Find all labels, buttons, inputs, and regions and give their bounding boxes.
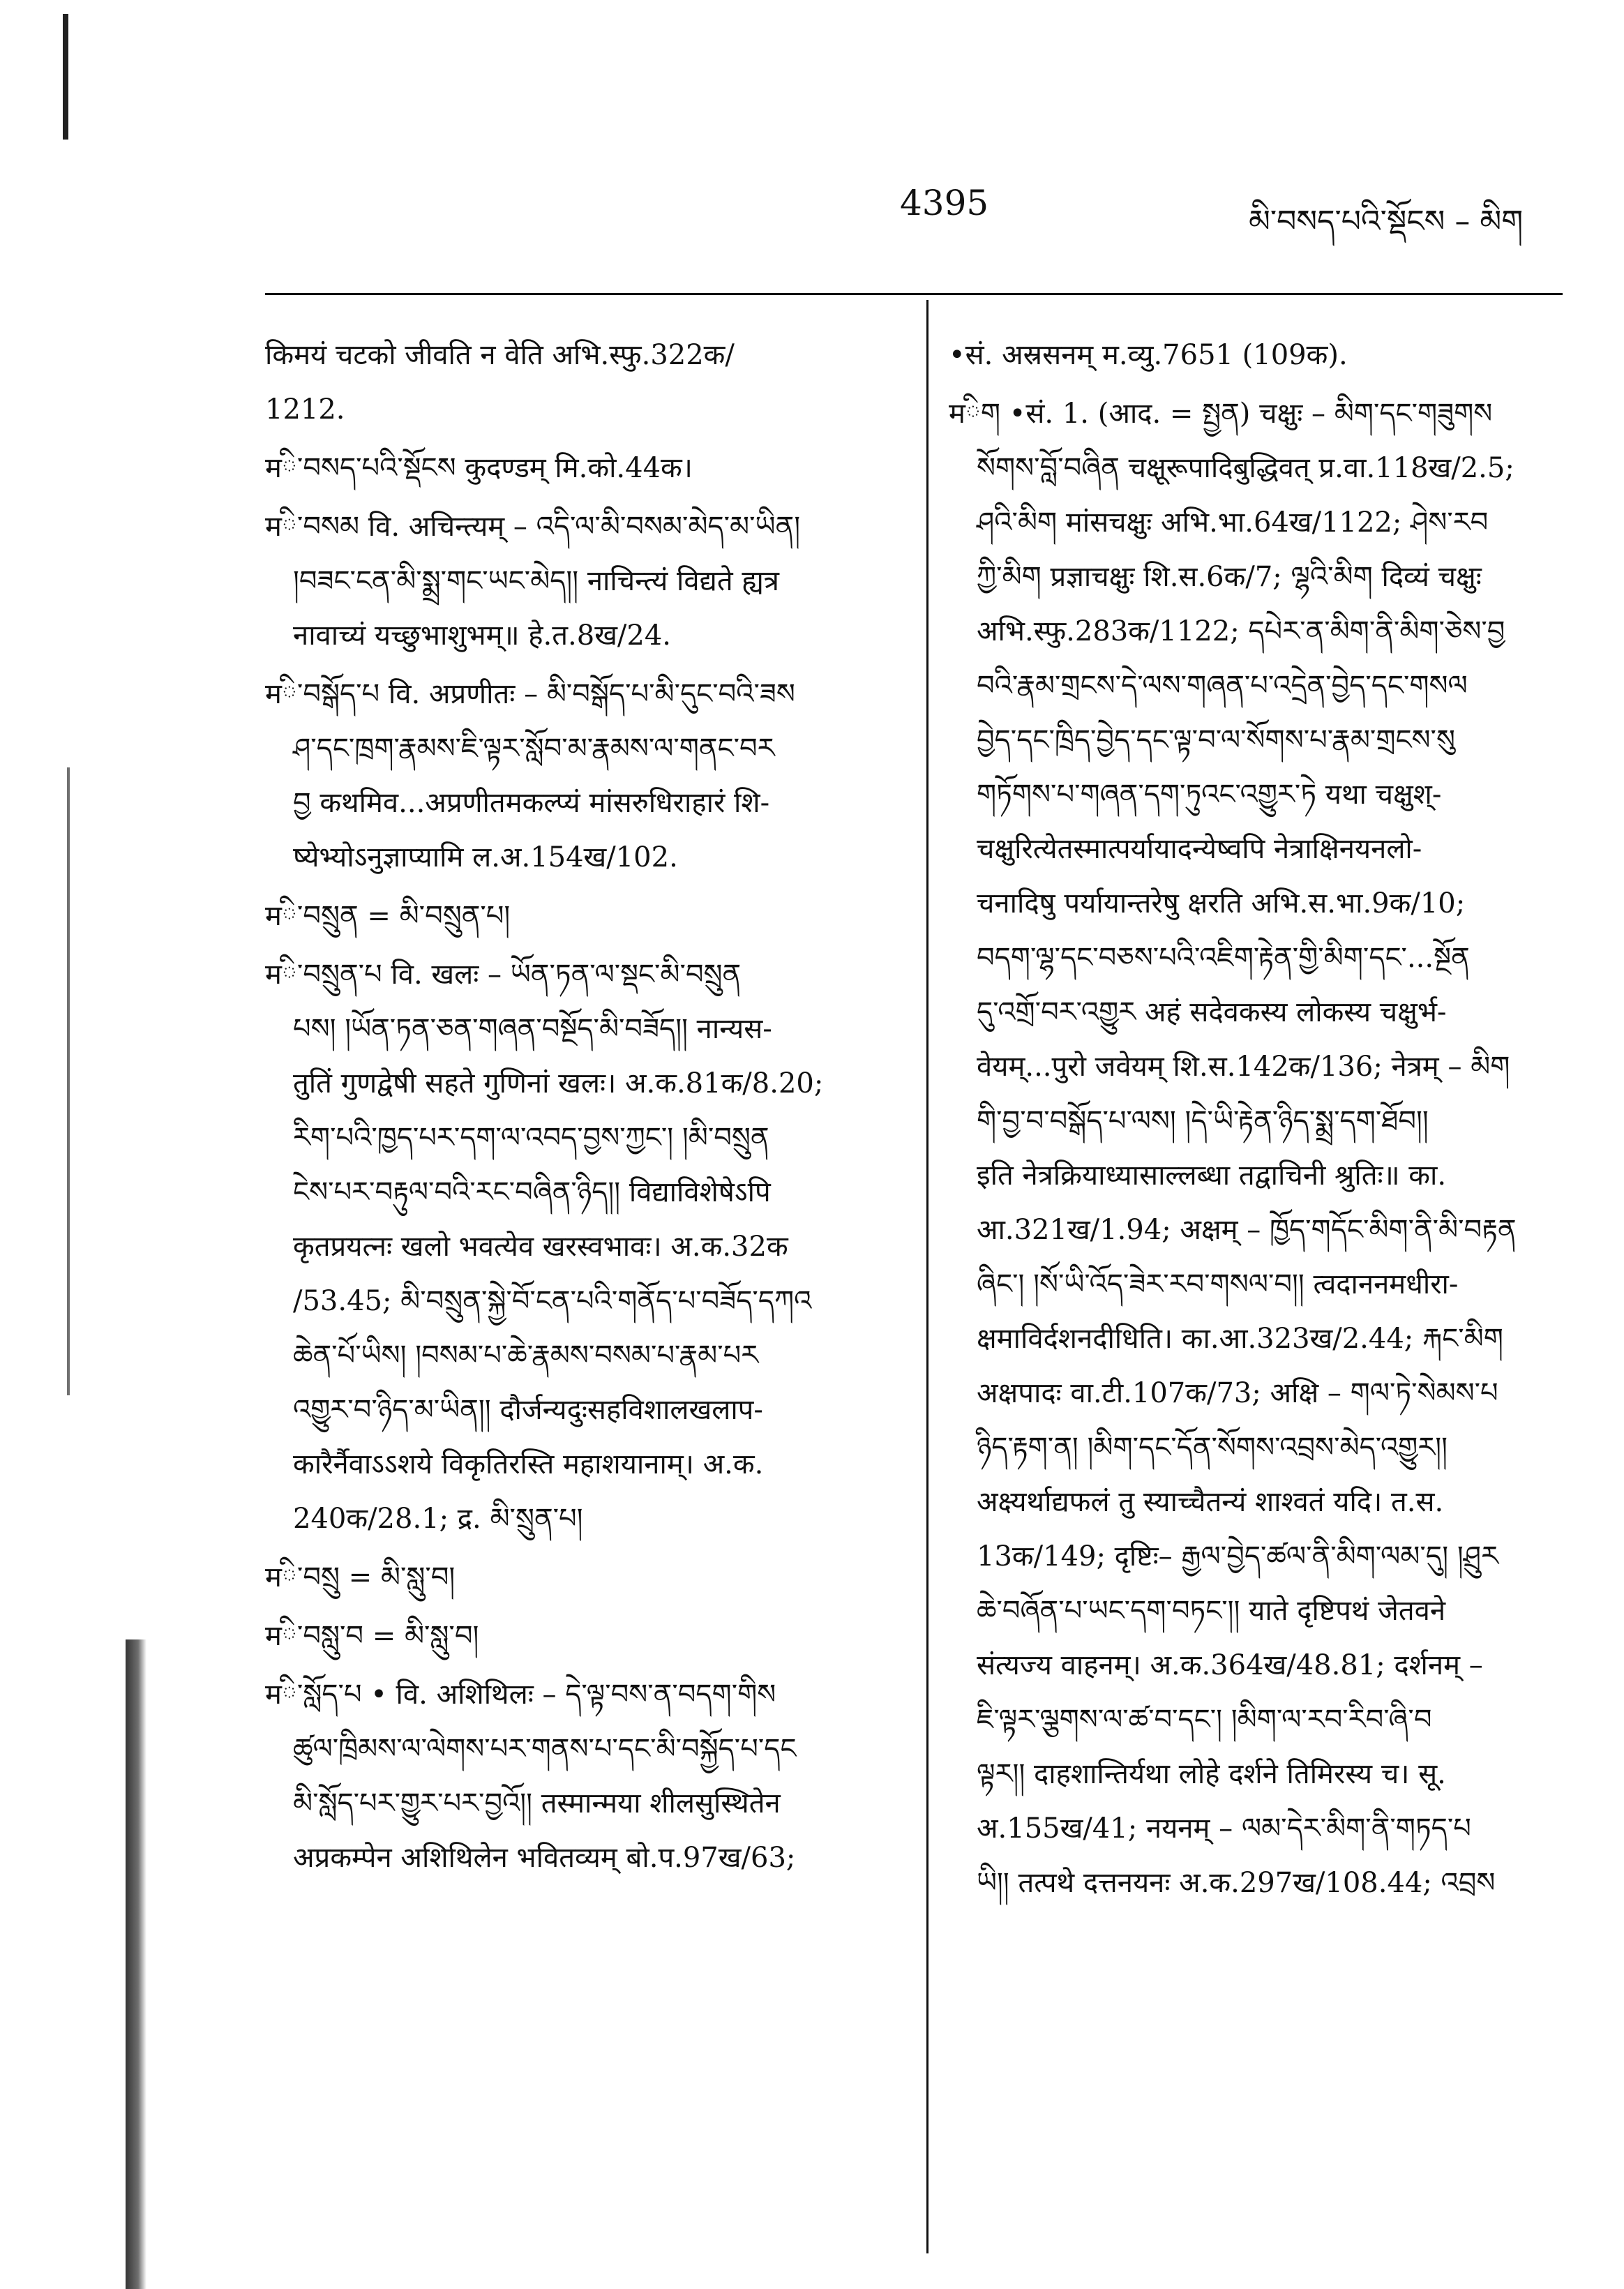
entry-line: चक्षुरित्येतस्मात्पर्यायादन्येष्वपि नेत्राक्षिनयनलो- [977,833,1422,865]
entry-line: अप्रकम्पेन अशिथिलेन भवितव्यम् बो.प.97ख/63; [293,1842,796,1874]
dictionary-entry [265,667,900,885]
entry-line: मི་བསམ वि. अचिन्त्यम् – འདི་ལ་མི་བསམ་མེད་མ་ཡིན། [265,511,801,543]
entry-line: इति नेत्रक्रियाध्यासाल्लब्धा तद्वाचिनी श्रुतिः॥ का. [977,1159,1447,1192]
entry-line: संत्यज्य वाहनम्। अ.क.364ख/48.81; दर्शनम् – [977,1649,1483,1681]
scan-margin-mark [67,767,70,1395]
left-column [265,328,900,1889]
entry-line: །བཟང་ངན་མི་སྨྲ་གང་ཡང་མེད།། नाचिन्त्यं विद्यते ह्यत्र [293,565,779,597]
entry-line: अक्षपादः वा.टी.107क/73; अक्षि – གལ་ཏེ་སེམས་པ [977,1377,1498,1409]
dictionary-entry [265,441,900,495]
entry-line: ཆེ་བཞོན་པ་ཡང་དག་བཏང་།། याते दृष्टिपथं जेतवने [977,1595,1446,1627]
entry-line: ཤ་དང་ཁྲག་རྣམས་ཇི་ལྟར་སློབ་མ་རྣམས་ལ་གནང་བར [293,733,775,765]
entry-line: རིག་པའི་ཁྱད་པར་དག་ལ་འབད་བྱས་ཀྱང་། །མི་བསྲུན [293,1122,769,1154]
entry-line: मི་བསྒོད་པ वि. अप्रणीतः – མི་བསྒོད་པ་མི་དུང་བའི་ཟས [265,678,795,710]
entry-line: མི་སློད་པར་གྱུར་པར་བྱའོ།། तस्मान्मया शीलसुस्थितेन [293,1787,781,1819]
scan-margin-mark [63,14,68,140]
entry-line: मི་སློད་པ • वि. अशिथिलः – དེ་ལྟ་བས་ན་བདག་གིས [265,1679,776,1711]
entry-line: /53.45; མི་བསྲུན་སྐྱེ་བོ་ངན་པའི་གནོད་པ་བཟོད་དཀའ [293,1285,812,1317]
entry-line: क्षमाविर्दशनदीधिति। का.आ.323ख/2.44; རྐང་མིག [977,1323,1503,1355]
entry-line: ཤའི་མིག मांसचक्षुः अभि.भा.64ख/1122; ཤེས་རབ [977,506,1489,539]
entry-line: གཏོགས་པ་གཞན་དག་ཏུའང་འགྱུར་ཏེ यथा चक्षुश्- [977,779,1442,811]
entry-line: अ.155ख/41; नयनम् – ལམ་དེར་མིག་ནི་གཏད་པ [977,1813,1471,1845]
entry-line: नावाच्यं यच्छुभाशुभम्॥ हे.त.8ख/24. [293,620,671,652]
entry-line: मིག •सं. 1. (आद. = སྤྱན) चक्षुः – མིག་དང་གཟུགས [949,398,1493,430]
entry-line: मི་བསྲུན = མི་བསྲུན་པ། [265,900,511,932]
dictionary-entry [265,1550,900,1605]
entry-line: किमयं चटको जीवति न वेति अभि.स्फु.322क/ [265,339,735,371]
entry-line: ཆེན་པོ་ཡིས། །བསམ་པ་ཆེ་རྣམས་བསམ་པ་རྣམ་པར [293,1339,759,1372]
page-number: 4395 [900,183,989,223]
entry-line: कृतप्रयत्नः खलो भवत्येव खरस्वभावः। अ.क.32क [293,1231,788,1263]
entry-line: मི་བསླུ་བ = མི་སླུ་བ། [265,1620,479,1652]
entry-line: मི་བསྲུ = མི་སླུ་བ། [265,1561,456,1593]
entry-line: པས། །ཡོན་ཏན་ཅན་གཞན་བསྔོད་མི་བཟོད།། नान्यस- [293,1013,772,1045]
entry-line: वेयम्...पुरो जवेयम् शि.स.142क/136; नेत्रम् – མིག [977,1051,1510,1083]
entry-line: ལྟར།། दाहशान्तिर्यथा लोहे दर्शने तिमिरस्य च। सू. [977,1758,1446,1790]
entry-line: ཡི།། तत्पथे दत्तनयनः अ.क.297ख/108.44; འབྲས [977,1867,1496,1899]
entry-line: चनादिषु पर्यायान्तरेषु क्षरति अभि.स.भा.9क/10; [977,887,1466,920]
header-rule [265,293,1563,295]
entry-line: ष्येभ्योऽनुज्ञाप्यामि ल.अ.154ख/102. [293,841,678,873]
dictionary-entry [265,500,900,663]
entry-line: སོགས་བློ་བཞིན चक्षूरूपादिबुद्धिवत् प्र.वा.118ख/2.5; [977,452,1514,484]
dictionary-entry [265,328,900,437]
entry-line: ཞིང་། །སོ་ཡི་འོད་ཟེར་རབ་གསལ་བ།། त्वदाननमधीरा- [977,1268,1459,1300]
entry-line: कारैर्नैवाऽऽशये विकृतिरस्ति महाशयानाम्। अ.क. [293,1448,764,1480]
entry-line: ངེས་པར་བརྟུལ་བའི་རང་བཞིན་ཉིད།། विद्याविशेषेऽपि [293,1176,771,1208]
entry-line: ཚུལ་ཁྲིམས་ལ་ལེགས་པར་གནས་པ་དང་མི་བསྐྱོད་པ་དང [293,1733,797,1765]
entry-line: 240क/28.1; द्र. མི་སྲུན་པ། [293,1503,583,1535]
dictionary-entry [949,386,1563,1910]
entry-line: བདག་ལྷ་དང་བཅས་པའི་འཇིག་རྟེན་གྱི་མིག་དང་...སྔོན [977,942,1470,974]
entry-line: तुतिं गुणद्वेषी सहते गुणिनां खलः। अ.क.81क/8.20; [293,1067,824,1100]
dictionary-entry [265,947,900,1546]
entry-line: मི་བསྲུན་པ वि. खलः – ཡོན་ཏན་ལ་སྡང་མི་བསྲུན [265,959,742,991]
entry-line: འགྱུར་བ་ཉིད་མ་ཡིན།། दौर्जन्यदुःसहविशालखलाप- [293,1394,763,1426]
entry-line: བྱེད་དང་ཁྲིད་བྱེད་དང་ལྟ་བ་ལ་སོགས་པ་རྣམ་གྲངས་སུ [977,724,1455,756]
entry-line: 13क/149; दृष्टिः– རྒྱལ་བྱེད་ཚལ་ནི་མིག་ལམ་དུ། །ཤྲུར [977,1540,1498,1573]
dictionary-entry [265,1667,900,1885]
entry-line: ཀྱི་མིག प्रज्ञाचक्षुः शि.स.6क/7; ལྷའི་མིག दिव्यं चक्षुः [977,561,1482,593]
entry-line: अक्ष्यर्थाद्यफलं तु स्याच्चैतन्यं शाश्वतं यदि। त.स. [977,1486,1444,1518]
entry-line: ཇི་ལྟར་ལྕགས་ལ་ཚ་བ་དང་། །མིག་ལ་རབ་རིབ་ཞི་བ [977,1704,1432,1736]
running-head: མི་བསད་པའི་སྡོངས – མིག [1249,204,1524,239]
entry-line: •सं. अस्रसनम् म.व्यु.7651 (109क). [949,339,1348,371]
entry-line: आ.321ख/1.94; अक्षम् – ཁྱོད་གདོང་མིག་ནི་མི་བརྟན [977,1214,1517,1246]
scan-edge-shadow [126,1639,146,2289]
entry-line: मི་བསད་པའི་སྡོངས कुदण्डम् मि.को.44क। [265,452,693,484]
entry-line: 1212. [265,393,345,426]
dictionary-entry [949,328,1563,382]
entry-line: अभि.स्फु.283क/1122; དཔེར་ན་མིག་ནི་མིག་ཅེས་བྱ [977,615,1505,647]
entry-line: གི་བྱ་བ་བསྒོད་པ་ལས། །དེ་ཡི་རྟེན་ཉིད་སྨྲ་དག་ཐོབ།། [977,1105,1429,1137]
column-divider [926,300,928,2253]
entry-line: བའི་རྣམ་གྲངས་དེ་ལས་གཞན་པ་འདྲེན་བྱེད་དང་གསལ [977,670,1468,702]
right-column [949,328,1563,1914]
dictionary-entry [265,889,900,943]
entry-line: ཉིད་རྟག་ན། །མིག་དང་དོན་སོགས་འབྲས་མེད་འགྱུར།། [977,1432,1448,1464]
entry-line: བྱ कथमिव...अप्रणीतमकल्प्यं मांसरुधिराहारं शि- [293,787,770,819]
dictionary-entry [265,1609,900,1663]
entry-line: དུ་འགྲོ་བར་འགྱུར अहं सदेवकस्य लोकस्य चक्षुर्भ- [977,996,1447,1028]
